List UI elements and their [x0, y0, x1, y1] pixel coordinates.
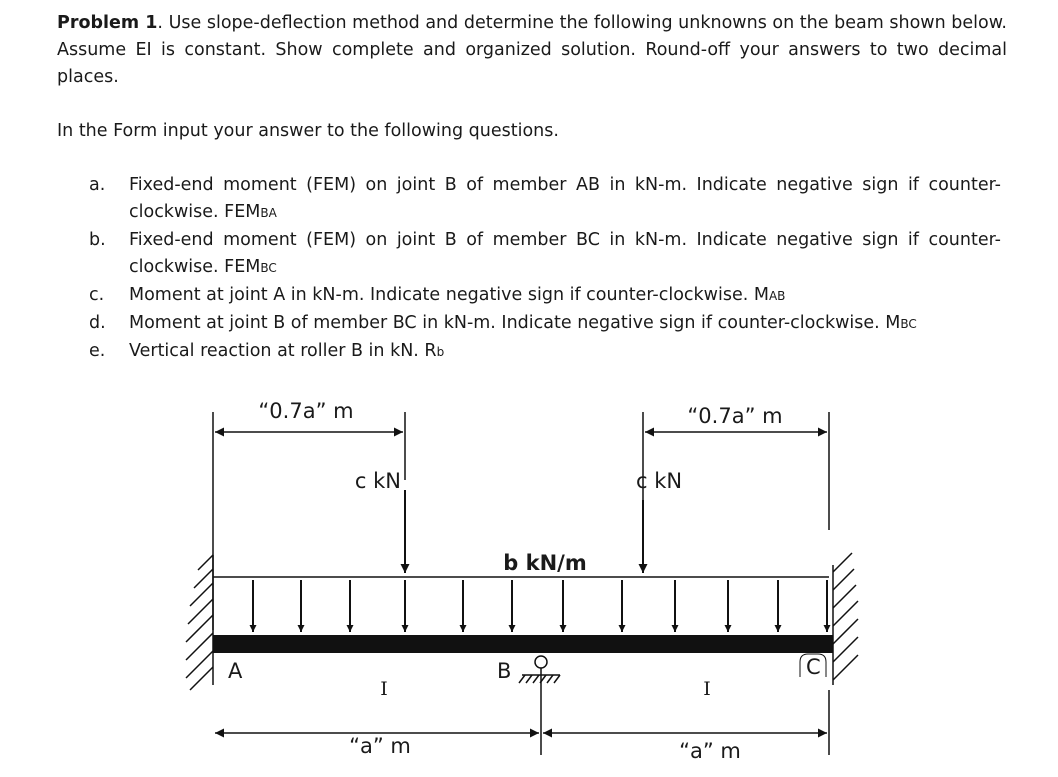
question-subscript: BC: [900, 317, 917, 331]
load-left-label: c kN: [354, 469, 401, 493]
instruction-text: In the Form input your answer to the following questions.: [57, 121, 559, 141]
question-text: Fixed-end moment (FEM) on joint B of member AB in kN-m. Indicate negative sign if counter-clockwise. FEM: [129, 175, 1001, 222]
joint-b-label: B: [497, 659, 512, 683]
joint-a-label: A: [228, 659, 243, 683]
dim-top-right-label: “0.7a” m: [687, 404, 783, 428]
question-item: [0, 282, 1001, 310]
question-subscript: BC: [260, 261, 277, 275]
question-subscript: AB: [768, 289, 786, 303]
question-item: [0, 338, 1001, 366]
question-letter: d.: [89, 313, 106, 333]
problem-text: . Use slope-deflection method and determine the following unknowns on the beam shown below. Assume EI is constant. Show complete and organized solution. Round-off your answers to two decimal places.: [57, 13, 1007, 87]
inertia-right-label: I: [703, 678, 711, 700]
question-item: [0, 227, 1001, 282]
problem-statement: [57, 10, 1007, 91]
question-letter: b.: [89, 230, 106, 250]
question-item: [0, 172, 1001, 227]
question-letter: a.: [89, 175, 106, 195]
udl-arrows: [253, 580, 827, 632]
question-letter: c.: [89, 285, 105, 305]
fixed-support-right: [833, 553, 858, 685]
dim-bottom-left-label: “a” m: [349, 734, 411, 758]
question-text: Fixed-end moment (FEM) on joint B of member BC in kN-m. Indicate negative sign if counter-clockwise. FEM: [129, 230, 1001, 277]
joint-c-label: C: [806, 655, 821, 679]
beam: [213, 635, 833, 653]
load-right-label: c kN: [636, 469, 683, 493]
roller-support-b: [519, 656, 560, 755]
question-text: Moment at joint A in kN-m. Indicate negative sign if counter-clockwise. M: [129, 285, 769, 305]
beam-diagram: [0, 390, 1058, 777]
question-subscript: BA: [260, 206, 277, 220]
fixed-support-left: [186, 555, 213, 690]
top-dimension-lines: [213, 412, 829, 630]
dim-bottom-right-label: “a” m: [679, 739, 741, 763]
question-letter: e.: [89, 341, 106, 361]
question-text: Moment at joint B of member BC in kN-m. Indicate negative sign if counter-clockwise. M: [129, 313, 901, 333]
question-item: [0, 310, 1001, 338]
udl-label: b kN/m: [503, 551, 587, 575]
question-list: [0, 172, 1058, 366]
dim-top-left-label: “0.7a” m: [258, 399, 354, 423]
inertia-left-label: I: [380, 678, 388, 700]
problem-title: Problem 1: [57, 13, 158, 33]
question-subscript: b: [436, 345, 445, 359]
question-text: Vertical reaction at roller B in kN. R: [129, 341, 437, 361]
